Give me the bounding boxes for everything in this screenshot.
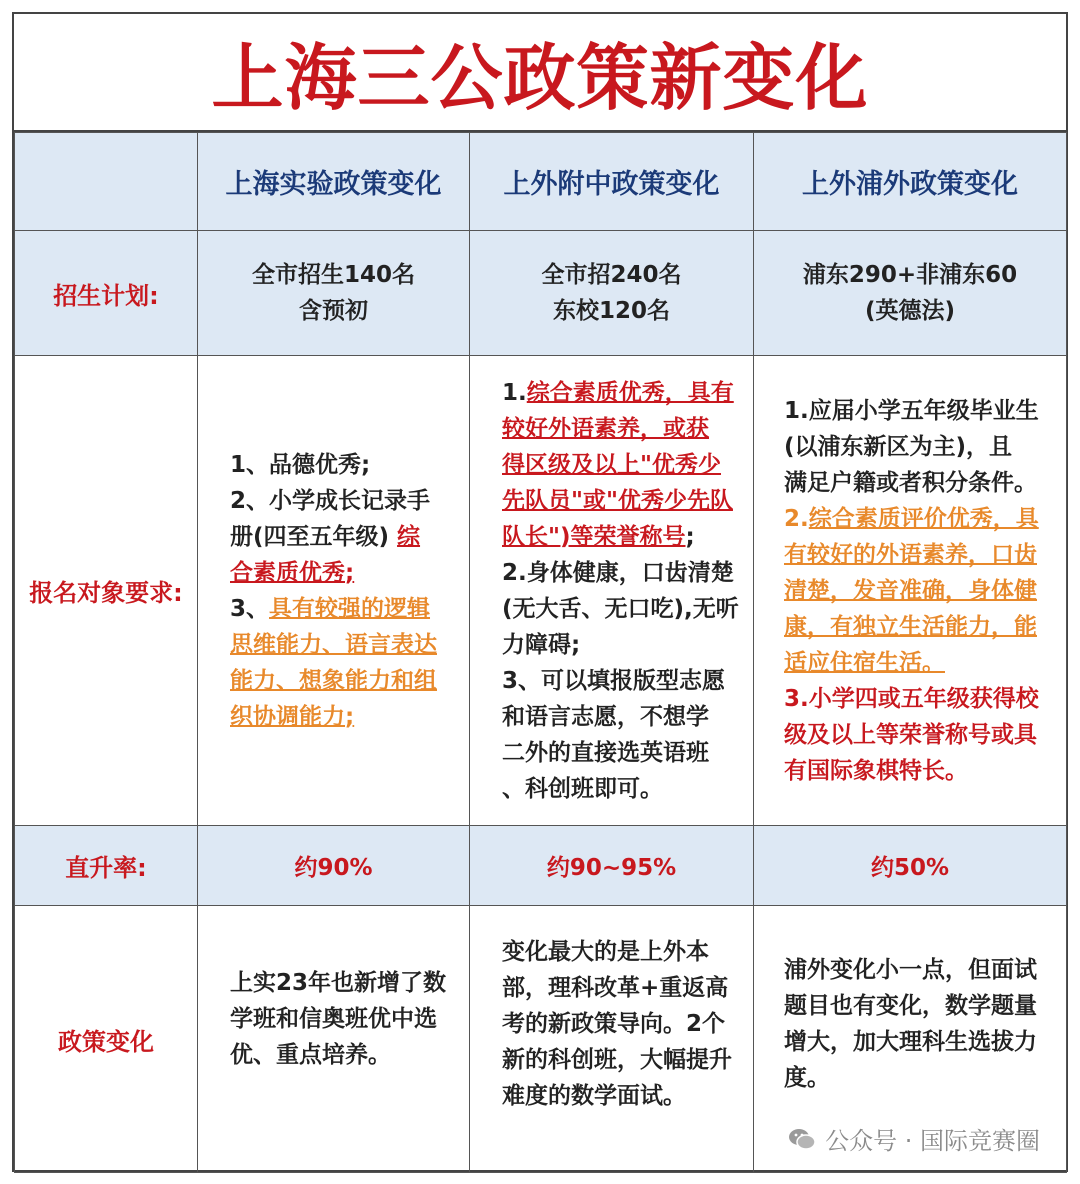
requirements-cell-shangwai (470, 356, 754, 826)
req-line: 有国际象棋特长。 (784, 757, 968, 784)
req-highlight: 能力、想象能力和组 (230, 667, 437, 694)
req-highlight: 得区级及以上"优秀少 (502, 451, 721, 478)
req-highlight: 队长")等荣誉称号 (502, 523, 686, 550)
req-line: 2、小学成长记录手 (230, 487, 431, 514)
row-label-rate: 直升率: (15, 826, 198, 906)
req-line: 满足户籍或者积分条件。 (784, 469, 1037, 496)
rate-cell: 约90% (198, 826, 470, 906)
rate-cell: 约50% (754, 826, 1067, 906)
enrollment-line: 浦东290+非浦东60 (802, 262, 1018, 288)
req-highlight: 康，有独立生活能力，能 (784, 613, 1037, 640)
requirements-cell-shiyan (198, 356, 470, 826)
req-line: (以浦东新区为主)，且 (784, 433, 1013, 460)
req-highlight: 具有较强的逻辑 (269, 595, 431, 622)
req-highlight: 综合素质优秀，具有 (526, 379, 734, 406)
enrollment-line: 全市招生140名 (251, 262, 415, 288)
req-highlight: 思维能力、语言表达 (230, 631, 437, 658)
row-label-requirements: 报名对象要求: (15, 356, 198, 826)
policy-cell: 浦外变化小一点，但面试题目也有变化，数学题量增大，加大理科生选拔力度。 (754, 906, 1067, 1173)
enrollment-line: (英德法) (864, 298, 956, 324)
req-line (784, 501, 1048, 537)
req-line: 、科创班即可。 (502, 775, 663, 802)
req-highlight: 较好外语素养，或获 (502, 415, 709, 442)
requirements-row (15, 356, 1067, 826)
req-highlight: 清楚，发音准确，身体健 (784, 577, 1037, 604)
enrollment-row (15, 231, 1067, 356)
req-line: 1.应届小学五年级毕业生 (784, 397, 1039, 424)
rate-cell: 约90~95% (470, 826, 754, 906)
column-header-puwai: 上外浦外政策变化 (754, 133, 1067, 231)
req-highlight: 综合素质评价优秀，具 (808, 505, 1039, 532)
enrollment-cell (198, 231, 470, 356)
req-line: 1、品德优秀; (230, 451, 371, 478)
enrollment-cell (470, 231, 754, 356)
column-header-shiyan: 上海实验政策变化 (198, 133, 470, 231)
req-line: 3.小学四或五年级获得校 (784, 685, 1039, 712)
req-highlight: 综 (397, 523, 421, 550)
req-text: ; (685, 523, 695, 550)
req-highlight: 织协调能力; (230, 703, 355, 730)
req-line (502, 519, 739, 555)
req-line (230, 591, 445, 627)
req-line: 二外的直接选英语班 (502, 739, 709, 766)
policy-cell: 变化最大的是上外本部，理科改革+重返高考的新政策导向。2个新的科创班，大幅提升难度的数学面试。 (470, 906, 754, 1173)
watermark (787, 1121, 1040, 1156)
req-text: 3、 (230, 595, 270, 622)
row-label-policy: 政策变化 (15, 906, 198, 1173)
req-text: 册(四至五年级) (230, 523, 390, 550)
req-line: 3、可以填报版型志愿 (502, 667, 726, 694)
req-line: (无大舌、无口吃),无听 (502, 595, 739, 622)
wechat-icon (787, 1124, 817, 1154)
enrollment-line: 东校120名 (552, 298, 670, 324)
req-highlight: 合素质优秀; (230, 559, 355, 586)
req-line: 和语言志愿，不想学 (502, 703, 709, 730)
requirements-cell-puwai (754, 356, 1067, 826)
req-highlight: 适应住宿生活。 (784, 649, 945, 676)
page-title: 上海三公政策新变化 (14, 14, 1066, 132)
corner-cell (15, 133, 198, 231)
watermark-text: 公众号 · 国际竞赛圈 (825, 1127, 1040, 1155)
req-line (502, 375, 739, 411)
req-highlight: 先队员"或"优秀少先队 (502, 487, 733, 514)
row-label-enrollment: 招生计划: (15, 231, 198, 356)
req-text: 2. (784, 505, 809, 532)
enrollment-line: 含预初 (299, 298, 368, 324)
req-line: 级及以上等荣誉称号或具 (784, 721, 1037, 748)
header-row (15, 133, 1067, 231)
enrollment-line: 全市招240名 (541, 262, 682, 288)
req-text: 1. (502, 379, 527, 406)
enrollment-cell (754, 231, 1067, 356)
req-line (230, 519, 445, 555)
policy-cell: 上实23年也新增了数学班和信奥班优中选优、重点培养。 (198, 906, 470, 1173)
policy-table (14, 132, 1067, 1173)
req-line: 2.身体健康，口齿清楚 (502, 559, 734, 586)
rate-row (15, 826, 1067, 906)
req-line: 力障碍; (502, 631, 581, 658)
req-highlight: 有较好的外语素养，口齿 (784, 541, 1037, 568)
policy-table-frame (12, 12, 1068, 1172)
column-header-shangwai: 上外附中政策变化 (470, 133, 754, 231)
